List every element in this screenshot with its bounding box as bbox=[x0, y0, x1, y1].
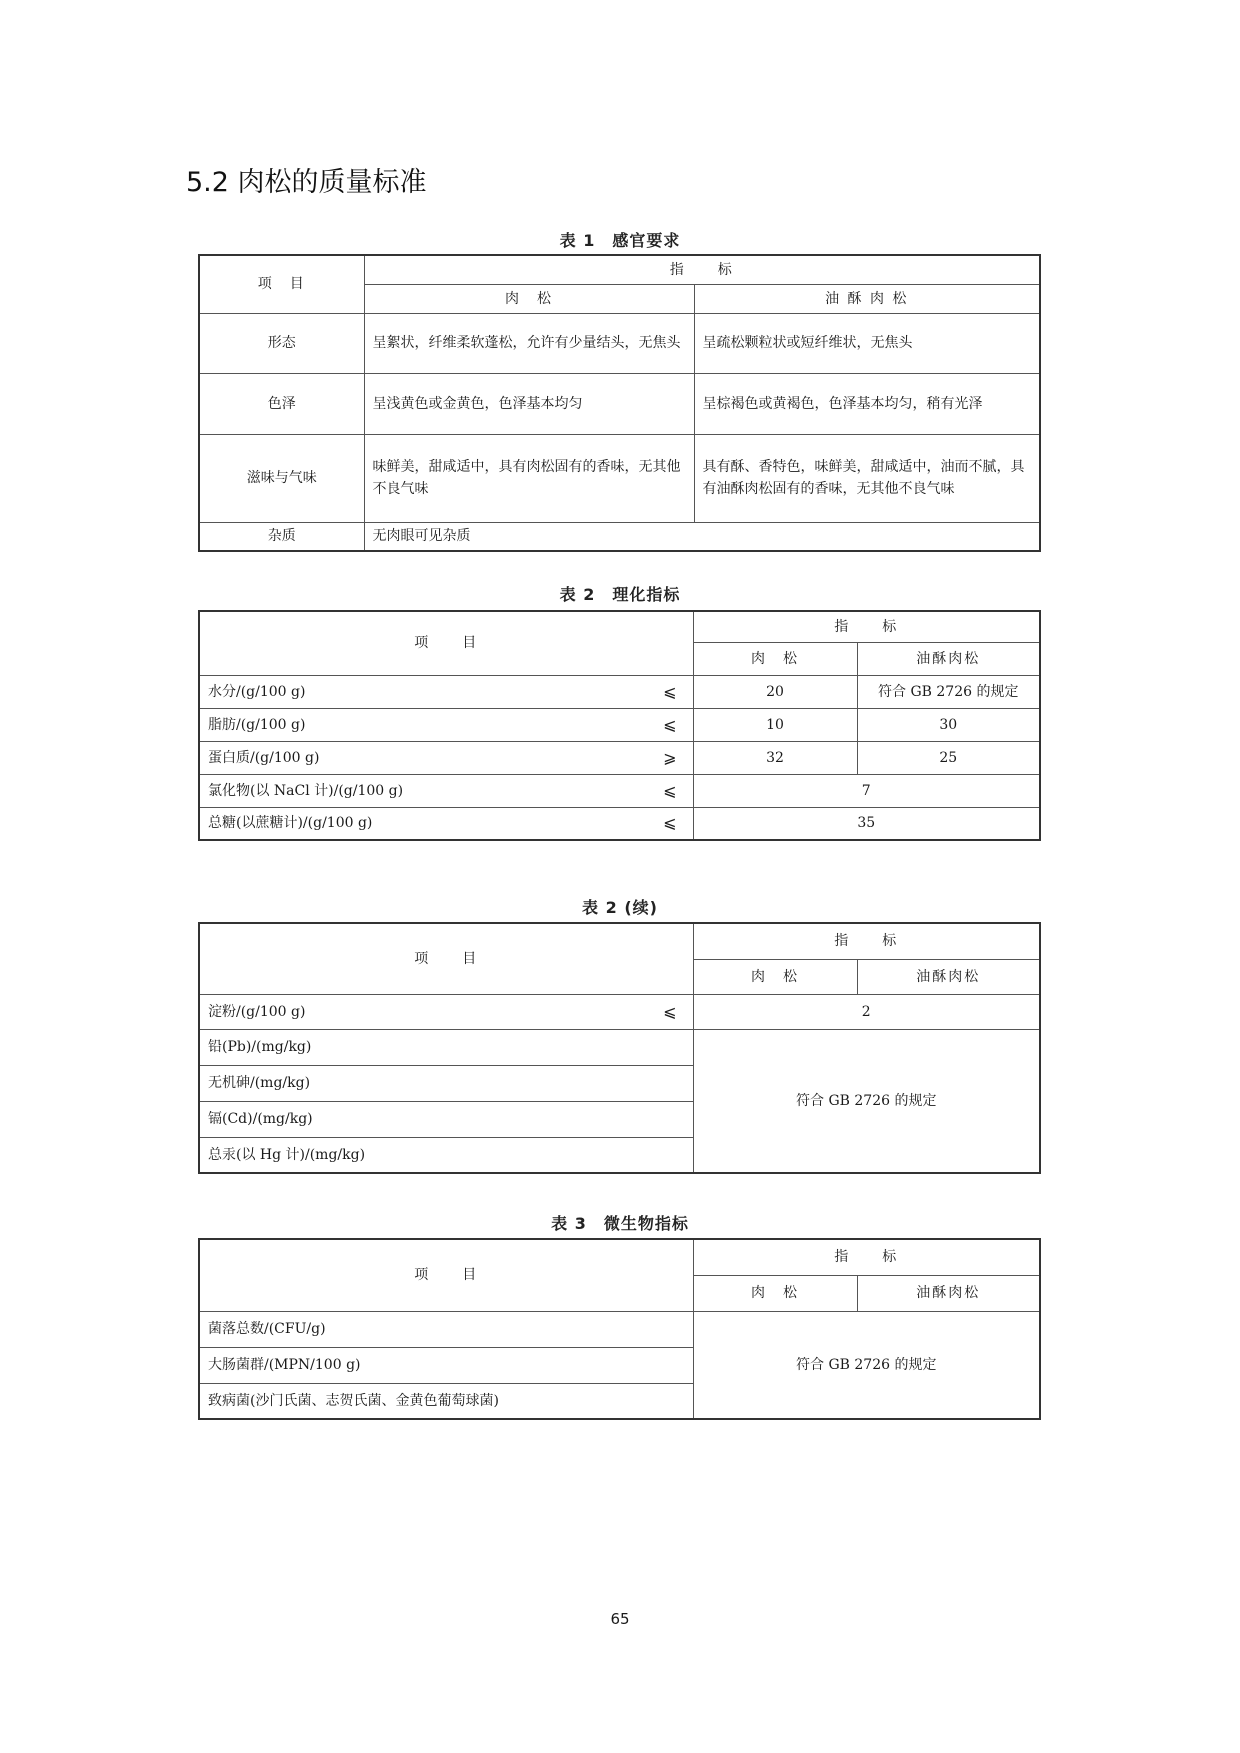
table-row bbox=[199, 373, 1040, 434]
table1-header-item: 项 目 bbox=[199, 255, 364, 313]
table2-row-item: 水分/(g/100 g) ⩽ bbox=[199, 675, 693, 708]
table2-row-merged: 7 bbox=[693, 774, 1040, 807]
table1-row-item: 色泽 bbox=[199, 373, 364, 434]
table-row bbox=[199, 807, 1040, 840]
table-row bbox=[199, 1029, 1040, 1065]
table1-header-indicator: 指 标 bbox=[364, 255, 1040, 284]
table1-row-col2: 呈棕褐色或黄褐色，色泽基本均匀，稍有光泽 bbox=[694, 373, 1040, 434]
table-row bbox=[199, 994, 1040, 1029]
table2b-row-item: 铅(Pb)/(mg/kg) bbox=[199, 1029, 693, 1065]
table1-sensory bbox=[198, 254, 1041, 552]
table-row bbox=[199, 741, 1040, 774]
table2b-row-item: 镉(Cd)/(mg/kg) bbox=[199, 1101, 693, 1137]
table1-row-item: 滋味与气味 bbox=[199, 434, 364, 522]
comparison-sign: ⩽ bbox=[663, 714, 677, 734]
table3-caption: 表 3 微生物指标 bbox=[551, 1214, 689, 1233]
table-row bbox=[199, 675, 1040, 708]
table2-row-merged: 35 bbox=[693, 807, 1040, 840]
table2b-row-item: 无机砷/(mg/kg) bbox=[199, 1065, 693, 1101]
table2-row-col2: 30 bbox=[857, 708, 1040, 741]
table2b-caption: 表 2 (续) bbox=[582, 898, 658, 917]
comparison-sign: ⩽ bbox=[663, 1001, 677, 1021]
table2b-row-item: 总汞(以 Hg 计)/(mg/kg) bbox=[199, 1137, 693, 1173]
table3-header-item: 项 目 bbox=[199, 1239, 693, 1311]
table2b-header-col2: 油酥肉松 bbox=[857, 959, 1040, 994]
table2-row-col1: 20 bbox=[693, 675, 857, 708]
table2-row-item: 氯化物(以 NaCl 计)/(g/100 g) ⩽ bbox=[199, 774, 693, 807]
comparison-sign: ⩾ bbox=[663, 747, 677, 767]
table3-header-col1: 肉 松 bbox=[693, 1275, 857, 1311]
table-row bbox=[199, 313, 1040, 373]
table3-merged-value: 符合 GB 2726 的规定 bbox=[693, 1311, 1040, 1419]
comparison-sign: ⩽ bbox=[663, 681, 677, 701]
table1-caption: 表 1 感官要求 bbox=[559, 231, 681, 250]
table2-row-col2: 25 bbox=[857, 741, 1040, 774]
table2b-merged-value: 符合 GB 2726 的规定 bbox=[693, 1029, 1040, 1173]
table2-row-item: 脂肪/(g/100 g) ⩽ bbox=[199, 708, 693, 741]
table2b-header-item: 项 目 bbox=[199, 923, 693, 994]
table2b-row-item: 淀粉/(g/100 g) ⩽ bbox=[199, 994, 693, 1029]
table2-header-item: 项 目 bbox=[199, 611, 693, 675]
table3-row-item: 致病菌(沙门氏菌、志贺氏菌、金黄色葡萄球菌) bbox=[199, 1383, 693, 1419]
table2-row-item: 蛋白质/(g/100 g) ⩾ bbox=[199, 741, 693, 774]
table1-header-col2: 油 酥 肉 松 bbox=[694, 284, 1040, 313]
table1-row-col2: 具有酥、香特色，味鲜美，甜咸适中，油而不腻，具有油酥肉松固有的香味，无其他不良气味 bbox=[694, 434, 1040, 522]
table2b-header-col1: 肉 松 bbox=[693, 959, 857, 994]
section-heading: 5.2 肉松的质量标准 bbox=[186, 167, 427, 198]
table-row bbox=[199, 522, 1040, 551]
table1-row-col2: 呈疏松颗粒状或短纤维状，无焦头 bbox=[694, 313, 1040, 373]
page-number: 65 bbox=[610, 1610, 630, 1628]
table3-header-col2: 油酥肉松 bbox=[857, 1275, 1040, 1311]
table2-row-col1: 32 bbox=[693, 741, 857, 774]
table2-row-col2: 符合 GB 2726 的规定 bbox=[857, 675, 1040, 708]
table3-row-item: 大肠菌群/(MPN/100 g) bbox=[199, 1347, 693, 1383]
comparison-sign: ⩽ bbox=[663, 813, 677, 833]
table3-row-item: 菌落总数/(CFU/g) bbox=[199, 1311, 693, 1347]
table3-microbiological bbox=[198, 1238, 1041, 1420]
table1-row-item: 杂质 bbox=[199, 522, 364, 551]
table1-row-col1: 呈浅黄色或金黄色，色泽基本均匀 bbox=[364, 373, 694, 434]
table-row bbox=[199, 1311, 1040, 1347]
table-row bbox=[199, 434, 1040, 522]
table2-row-item: 总糖(以蔗糖计)/(g/100 g) ⩽ bbox=[199, 807, 693, 840]
table1-row-merged: 无肉眼可见杂质 bbox=[364, 522, 1040, 551]
table2-header-col1: 肉 松 bbox=[693, 642, 857, 675]
table1-row-col1: 味鲜美，甜咸适中，具有肉松固有的香味，无其他不良气味 bbox=[364, 434, 694, 522]
comparison-sign: ⩽ bbox=[663, 780, 677, 800]
table2-header-indicator: 指 标 bbox=[693, 611, 1040, 642]
table2b-header-indicator: 指 标 bbox=[693, 923, 1040, 959]
table2-row-col1: 10 bbox=[693, 708, 857, 741]
table3-header-indicator: 指 标 bbox=[693, 1239, 1040, 1275]
table1-header-col1: 肉 松 bbox=[364, 284, 694, 313]
table1-row-col1: 呈絮状，纤维柔软蓬松，允许有少量结头，无焦头 bbox=[364, 313, 694, 373]
table2-continued bbox=[198, 922, 1041, 1174]
table2-caption: 表 2 理化指标 bbox=[559, 585, 681, 604]
table1-row-item: 形态 bbox=[199, 313, 364, 373]
table2-physicochemical bbox=[198, 610, 1041, 841]
table2-header-col2: 油酥肉松 bbox=[857, 642, 1040, 675]
table-row bbox=[199, 774, 1040, 807]
table2b-row-merged: 2 bbox=[693, 994, 1040, 1029]
table-row bbox=[199, 708, 1040, 741]
